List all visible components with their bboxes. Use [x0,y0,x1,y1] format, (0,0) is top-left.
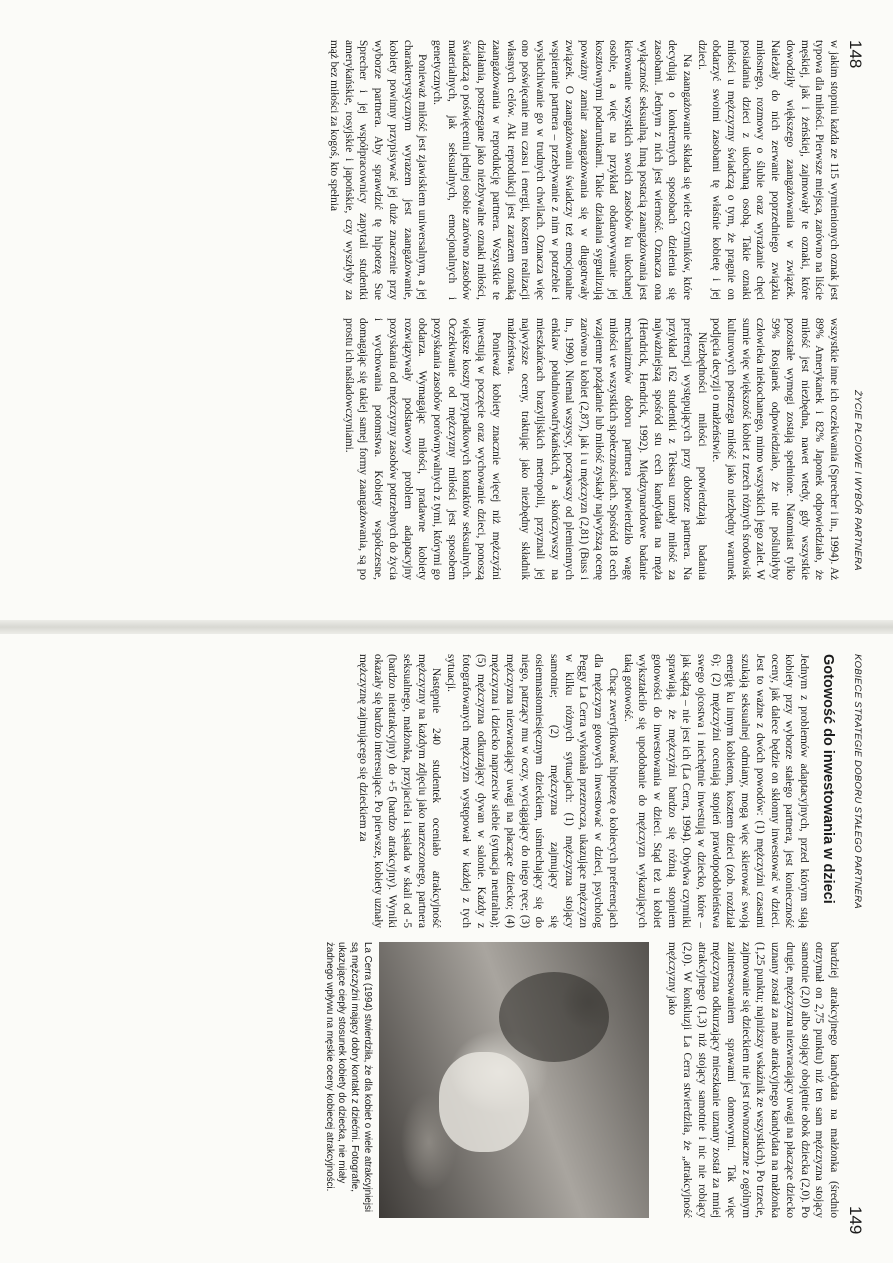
photo-man-with-child [379,942,649,1218]
text-column-1 [21,654,841,928]
paragraph: bardziej atrakcyjnego kandydata na małżonka (średnio otrzymał on 2,75 punktu) niż ten sam mężczyzna stojący samotnie (2,0) albo stojący obojętnie obok dziecka (2,0). Po drugie, mężczyzna niezwracający uwagi na płaczące dziecko uznany został za mało atrakcyjnego kandydata na małżonka (1,25 punktu; najniższy wskaźnik ze wszystkich). Po trzecie, zajmowanie się dzieckiem nie jest równoznaczne z ogólnym zainteresowaniem sprawami domowymi. Tak więc mężczyzna odkurzający mieszkanie uznany został za mniej atrakcyjnego (1,3) niż stojący samotnie i nic nie robiący (2,0). W konkluzji La Cerra stwierdziła, że „atrakcyjność mężczyzny jako [666,942,840,1218]
photo-caption: La Cerra (1994) stwierdziła, że dla kobiet o wiele atrakcyjniejsi są mężczyźni mający dobry kontakt z dziećmi. Fotografie, ukazujące ciepły stosunek kobiety do dziecka, nie miały żadnego wpływu na męskie oceny kobiecej atrakcyjności. [323,942,373,1213]
paragraph: wszystkie inne ich oczekiwania (Sprecher i in., 1994). Aż 89% Amerykanek i 82% Japonek odpowiedziało, że miłość jest niezbędna, nawet wtedy, gdy wszystkie pozostałe wymogi zostają spełnione. Natomiast tylko 59% Rosjanek odpowiedziało, że nie poślubiłyby człowieka niekochanego, mimo wszystkich jego zalet. W sumie więc większość kobiet z trzech różnych środowisk kulturowych postrzega miłość jako niezbędny warunek podjęcia decyzji o małżeństwie. [710,318,840,580]
text-column-2 [21,942,841,1218]
page-number: 149 [846,1206,865,1235]
left-page [0,0,893,610]
section-heading: Gotowość do inwestowania w dzieci [820,654,836,904]
photo-child [439,1052,529,1152]
running-head: KOBIECE STRATEGIE DOBORU STAŁEGO PARTNERA [852,654,863,909]
book-gutter [0,620,893,634]
running-head: ŻYCIE PŁCIOWE I WYBÓR PARTNERA [852,390,863,571]
paragraph: Na zaangażowanie składa się wiele czynników, które decydują o konkretnych sposobach dzielenia się zasobami. Jednym z nich jest wierność. Oznacza ona wyłączność seksualną. Inną postacią zaangażowania jest kierowanie wszystkich swoich zasobów ku ukochanej osobie, a więc na przykład obdarowywanie jej kosztownymi podarunkami. Takie działania sygnalizują poważny zamiar zaangażowania się w długotrwały związek. O zaangażowaniu świadczy też emocjonalne wspieranie partnera – przebywanie z nim w potrzebie i wysłuchiwanie go w trudnych chwilach. Oznacza więc ono poświęcanie mu czasu i energii, kosztem realizacji własnych celów. Akt reprodukcji jest zarazem oznaką zaangażowania w reprodukcję partnera. Wszystkie te działania, postrzegane jako niezbywalne oznaki miłości, świadczą o poświęceniu jednej osobie zarówno zasobów materialnych, jak seksualnych, emocjonalnych i genetycznych. [431,40,693,300]
paragraph: Ponieważ miłość jest zjawiskiem uniwersalnym, a jej charakterystycznym wyrazem jest zaangażowanie, kobiety powinny przypisywać jej duże znaczenie przy wyborze partnera. Aby sprawdzić tę hipotezę Sue Sprecher i jej współpracownicy zapytali studentki amerykańskie, rosyjskie i japońskie, czy wyszłyby za mąż bez miłości za kogoś, kto spełnia [328,40,429,300]
photo-figure-shadow [499,972,609,1062]
paragraph: Chcąc zweryfikować hipotezę o kobiecych preferencjach dla mężczyzn gotowych inwestować w dzieci, psycholog Peggy La Cerra wykonała przezrocza, ukazujące mężczyzn w kilku różnych sytuacjach: (1) mężczyzna stojący samotnie; (2) mężczyzna zajmujący się osiemnastomiesięcznym dzieckiem, uśmiechający się do niego, patrzący mu w oczy, wyciągający do niego ręce; (3) mężczyzna niezwracający uwagi na płaczące dziecko; (4) mężczyzna i dziecko naprzeciw siebie (sytuacja neutralna); (5) mężczyzna odkurzający dywan w salonie. Każdy z fotografowanych mężczyzn występował w każdej z tych sytuacji. [445,654,619,928]
page-number: 148 [846,40,865,69]
right-page [0,640,893,1263]
paragraph: Następnie 240 studentek oceniało atrakcyjność mężczyzny na każdym zdjęciu jako narzeczonego, partnera seksualnego, małżonka, przyjaciela i sąsiada w skali od -5 (bardzo nieatrakcyjny) do +5 (bardzo atrakcyjny). Wyniki okazały się bardzo interesujące. Po pierwsze, kobiety uznały mężczyznę zajmującego się dzieckiem za [356,654,443,928]
paragraph: Ponieważ kobiety znacznie więcej niż mężczyźni inwestują w poczęcie oraz wychowanie dzieci, ponoszą większe koszty przypadkowych kontaktów seksualnych. Oczekiwanie od mężczyzny miłości jest sposobem pozyskania zasobów porównywalnych z tymi, którymi go obdarza. Wymagając miłości, pradawne kobiety rozwiązywały podstawowy problem adaptacyjny pozyskania od mężczyzny zasobów potrzebnych do życia i wychowania potomstwa. Kobiety współczesne, domagając się takiej samej formy zaangażowania, są po prostu ich naśladowczyniami. [342,318,502,580]
paragraph: Jednym z problemów adaptacyjnych, przed którym stają kobiety przy wyborze stałego partnera, jest konieczność oceny, jak dalece będzie on skłonny inwestować w dzieci. Jest to ważne z dwóch powodów: (1) mężczyźni czasami szukają seksualnej odmiany, mogą więc skierować swoją energię ku innym kobietom, kosztem dzieci (zob. rozdział 6); (2) mężczyźni oceniają stopień prawdopodobieństwa swego ojcostwa i niechętnie inwestują w dziecko, które – jak sądzą – nie jest ich (La Cerra, 1994). Obydwa czynniki sprawiają, że mężczyźni bardzo się różnią stopniem gotowości do inwestowania w dzieci. Stąd też u kobiet wykształciło się upodobanie do mężczyzn wykazujących taką gotowość. [621,654,810,928]
text-column-2 [21,318,841,580]
text-column-1 [21,40,841,300]
paragraph: w jakim stopniu każda ze 115 wymienionych oznak jest typowa dla miłości. Pierwsze miejsca, zarówno na liście męskiej, jak i żeńskiej, zajmowały te oznaki, które dowodziły większego zaangażowania w związek. Należały do nich zerwanie poprzedniego związku miłosnego, rozmowy o ślubie oraz wyrażanie chęci posiadania dzieci z ukochaną osobą. Takie oznaki miłości u mężczyzny świadczą o tym, że pragnie on obdarzyć swoimi zasobami tę właśnie kobietę i jej dzieci. [695,40,840,300]
paragraph: Niezbędności miłości potwierdzają badania preferencji występujących przy doborze partnera. Na przykład 162 studentki z Teksasu uznały miłość za najważniejszą spośród stu cech kandydata na męża (Hendrick, Hendrick, 1992). Międzynarodowe badanie mechanizmów doboru partnera potwierdziło wagę miłości we wszystkich społecznościach. Spośród 18 cech wzajemne pożądanie lub miłość zyskały najwyższą ocenę zarówno u kobiet (2,87), jak i u mężczyzn (2,81) (Buss i in., 1990). Niemal wszyscy, począwszy od plemiennych enklaw południowoafrykańskich, a skończywszy na mieszkańcach brazylijskich metropolii, przyznali jej najwyższe oceny, traktując jako niezbędny składnik małżeństwa. [504,318,708,580]
